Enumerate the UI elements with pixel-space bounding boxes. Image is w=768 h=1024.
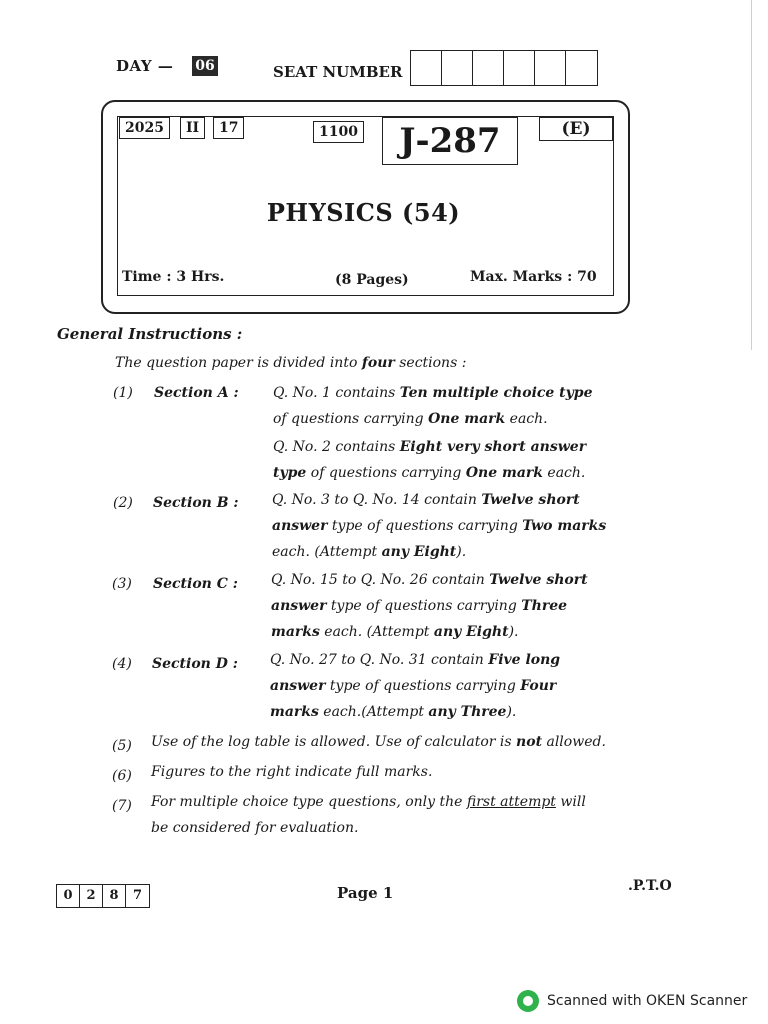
exam-code-cell: 1100: [313, 121, 364, 143]
footer-code-digit: 0: [57, 885, 80, 907]
max-marks: Max. Marks : 70: [470, 269, 597, 285]
seat-digit-box[interactable]: [504, 51, 535, 85]
pto-label: .P.T.O: [628, 878, 672, 894]
item-6-number: (6): [112, 768, 132, 784]
section-c-line: Q. No. 15 to Q. No. 26 contain Twelve short: [271, 572, 588, 588]
section-b-number: (2): [113, 495, 133, 511]
seat-digit-box[interactable]: [411, 51, 442, 85]
paper-code: J-287: [382, 117, 518, 165]
item-7-number: (7): [112, 798, 132, 814]
seat-digit-box[interactable]: [442, 51, 473, 85]
item-7-text: For multiple choice type questions, only the first attempt will: [151, 794, 586, 810]
item-5-number: (5): [112, 738, 132, 754]
page-edge-line: [751, 0, 752, 350]
seat-digit-box[interactable]: [535, 51, 566, 85]
section-c-label: Section C :: [153, 576, 238, 592]
section-d-line: marks each.(Attempt any Three).: [270, 704, 517, 720]
footer-code-digit: 7: [132, 888, 143, 903]
scanner-watermark: [517, 990, 747, 1012]
section-b-line: each. (Attempt any Eight).: [272, 544, 467, 560]
intro-bold: four: [361, 355, 395, 371]
section-a-line: Q. No. 1 contains Ten multiple choice type: [273, 385, 593, 401]
footer-code-digit: 8: [103, 885, 126, 907]
footer-code-boxes: [56, 884, 150, 908]
section-a-line: of questions carrying One mark each.: [273, 411, 548, 427]
section-c-line: answer type of questions carrying Three: [271, 598, 568, 614]
section-c-number: (3): [112, 576, 132, 592]
section-b-line: Q. No. 3 to Q. No. 14 contain Twelve short: [272, 492, 580, 508]
section-c-line: marks each. (Attempt any Eight).: [271, 624, 519, 640]
section-d-line: answer type of questions carrying Four: [270, 678, 557, 694]
section-a-text: [273, 380, 613, 486]
section-a-line: Q. No. 2 contains Eight very short answer: [273, 439, 587, 455]
exam-number-cell: 17: [213, 117, 244, 139]
intro-text: The question paper is divided into: [115, 355, 358, 371]
section-a-label: Section A :: [154, 385, 239, 401]
section-a-number: (1): [113, 385, 133, 401]
page-count: (8 Pages): [335, 272, 409, 288]
seat-number-label: SEAT NUMBER: [273, 63, 403, 81]
section-d-number: (4): [112, 656, 132, 672]
section-b-label: Section B :: [153, 495, 239, 511]
section-b-line: answer type of questions carrying Two marks: [272, 518, 607, 534]
exam-session-cell: II: [180, 117, 205, 139]
instructions-title: General Instructions :: [57, 325, 243, 343]
section-d-text: [270, 647, 610, 725]
footer-code-digit: 2: [80, 885, 103, 907]
section-d-line: Q. No. 27 to Q. No. 31 contain Five long: [270, 652, 561, 668]
section-c-text: [271, 567, 611, 645]
seat-number-boxes[interactable]: [410, 50, 598, 86]
seat-digit-box[interactable]: [473, 51, 504, 85]
scanner-logo-icon: [517, 990, 539, 1012]
section-d-label: Section D :: [152, 656, 238, 672]
instructions-intro: [115, 355, 466, 371]
intro-text-end: sections :: [399, 355, 467, 371]
item-7-text-continued: be considered for evaluation.: [151, 820, 359, 836]
day-label: DAY —: [116, 57, 174, 75]
item-5-text: Use of the log table is allowed. Use of calculator is not allowed.: [151, 734, 606, 750]
subject-title: PHYSICS (54): [266, 198, 461, 227]
section-a-line: type of questions carrying One mark each.: [273, 465, 586, 481]
section-b-text: [272, 487, 612, 565]
exam-year-cell: 2025: [119, 117, 170, 139]
exam-time: Time : 3 Hrs.: [122, 269, 225, 285]
language-code: (E): [539, 117, 613, 141]
page-number: Page 1: [337, 884, 394, 902]
day-value: 06: [192, 56, 218, 76]
scanner-text: Scanned with OKEN Scanner: [547, 993, 748, 1009]
item-6-text: Figures to the right indicate full marks.: [151, 764, 433, 780]
seat-digit-box[interactable]: [566, 51, 597, 85]
